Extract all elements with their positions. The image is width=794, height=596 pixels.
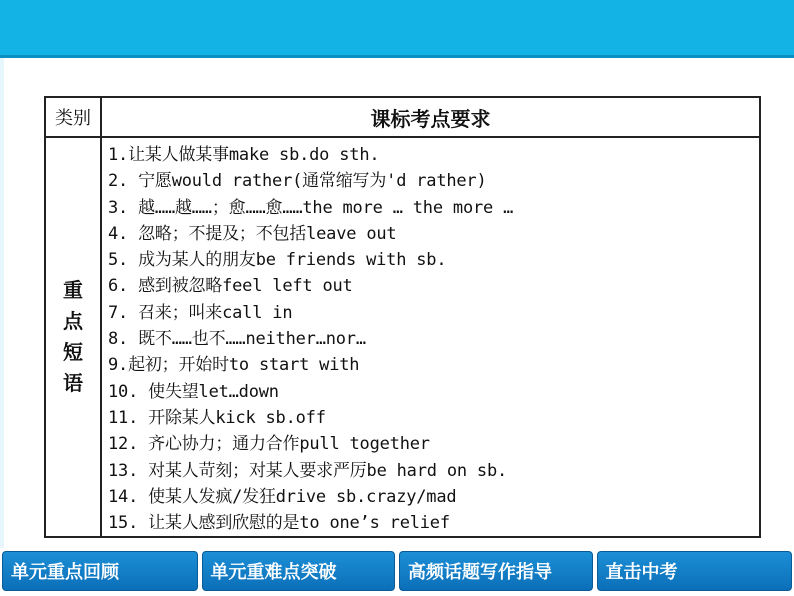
category-char: 语 (63, 371, 83, 395)
bottom-nav-bar (0, 548, 794, 596)
phrase-item: 5. 成为某人的朋友be friends with sb. (108, 250, 447, 271)
phrase-item: 10. 使失望let…down (108, 381, 279, 402)
left-accent-strip (0, 58, 4, 548)
header-category: 类别 (46, 98, 102, 136)
phrase-item: 15. 让某人感到欣慰的是to one’s relief (108, 513, 450, 534)
phrase-item: 11. 开除某人kick sb.off (108, 407, 326, 428)
phrase-item: 3. 越……越……；愈……愈……the more … the more … (108, 197, 514, 218)
phrase-list (102, 138, 759, 536)
phrase-item: 9.起初；开始时to start with (108, 355, 360, 376)
table-header-row (46, 98, 759, 138)
nav-unit-review-button[interactable]: 单元重点回顾 (2, 551, 198, 591)
top-banner (0, 0, 794, 58)
nav-exam-button[interactable]: 直击中考 (597, 551, 793, 591)
table-body-row (46, 138, 759, 536)
category-char: 重 (63, 278, 83, 302)
category-cell (46, 138, 102, 536)
category-char: 短 (63, 340, 83, 364)
requirements-table (44, 96, 761, 538)
phrase-item: 4. 忽略；不提及；不包括leave out (108, 223, 397, 244)
phrase-item: 12. 齐心协力；通力合作pull together (108, 434, 430, 455)
phrase-item: 14. 使某人发疯/发狂drive sb.crazy/mad (108, 486, 457, 507)
phrase-item: 13. 对某人苛刻；对某人要求严厉be hard on sb. (108, 460, 508, 481)
nav-difficulties-button[interactable]: 单元重难点突破 (202, 551, 396, 591)
category-char: 点 (63, 309, 83, 333)
phrase-item: 6. 感到被忽略feel left out (108, 276, 353, 297)
header-requirements: 课标考点要求 (370, 106, 491, 131)
phrase-item: 2. 宁愿would rather(通常缩写为'd rather) (108, 171, 487, 192)
phrase-item: 7. 召来；叫来call in (108, 302, 293, 323)
phrase-item: 1.让某人做某事make sb.do sth. (108, 145, 380, 165)
nav-writing-guide-button[interactable]: 高频话题写作指导 (399, 551, 593, 591)
phrase-item: 8. 既不……也不……neither…nor… (108, 329, 366, 350)
category-label (63, 275, 83, 399)
